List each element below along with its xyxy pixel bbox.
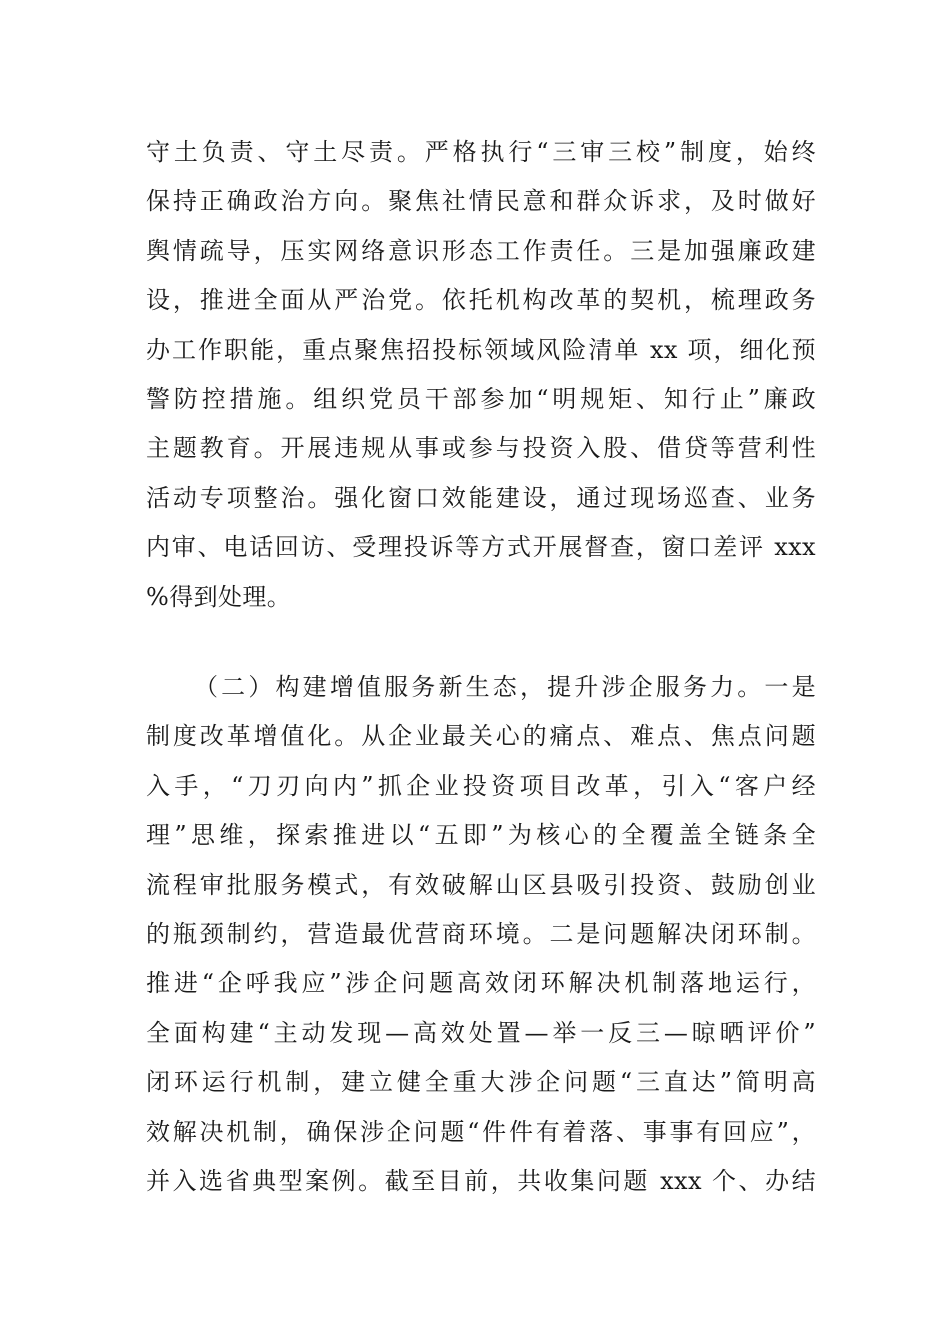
text-line: 闭环运行机制，建立健全重大涉企问题“三直达”简明高	[146, 1068, 816, 1097]
text-line: 守土负责、守土尽责。严格执行“三审三校”制度，始终	[146, 138, 816, 166]
text-line: 全面构建“主动发现—高效处置—举一反三—晾晒评价”	[146, 1018, 816, 1047]
text-line: 的瓶颈制约，营造最优营商环境。二是问题解决闭环制。	[146, 919, 816, 948]
text-line: 流程审批服务模式，有效破解山区县吸引投资、鼓励创业	[146, 870, 816, 899]
text-line: 舆情疏导，压实网络意识形态工作责任。三是加强廉政建	[146, 236, 816, 265]
text-line: 推进“企呼我应”涉企问题高效闭环解决机制落地运行，	[146, 969, 816, 998]
paragraph-value-added-services	[146, 663, 816, 1206]
text-line: 制度改革增值化。从企业最关心的痛点、难点、焦点问题	[146, 722, 816, 751]
text-line: 活动专项整治。强化窗口效能建设，通过现场巡查、业务	[146, 483, 816, 512]
text-line: 效解决机制，确保涉企问题“件件有着落、事事有回应”，	[146, 1117, 816, 1146]
text-line-heading: （二）构建增值服务新生态，提升涉企服务力。一是	[194, 673, 816, 701]
text-line: 并入选省典型案例。截至目前，共收集问题 xxx 个、办结	[146, 1166, 816, 1195]
text-line: 主题教育。开展违规从事或参与投资入股、借贷等营利性	[146, 434, 816, 463]
text-line: 警防控措施。组织党员干部参加“明规矩、知行止”廉政	[146, 384, 816, 413]
text-line: 理”思维，探索推进以“五即”为核心的全覆盖全链条全	[146, 821, 816, 850]
text-line: 保持正确政治方向。聚焦社情民意和群众诉求，及时做好	[146, 187, 816, 216]
text-line: 办工作职能，重点聚焦招投标领域风险清单 xx 项，细化预	[146, 335, 816, 364]
text-line: 入手，“刀刃向内”抓企业投资项目改革，引入“客户经	[146, 771, 816, 800]
paragraph-party-building	[146, 128, 816, 622]
text-line: 内审、电话回访、受理投诉等方式开展督查，窗口差评 xxx	[146, 533, 816, 562]
text-line: %得到处理。	[146, 582, 292, 611]
text-line: 设，推进全面从严治党。依托机构改革的契机，梳理政务	[146, 286, 816, 315]
